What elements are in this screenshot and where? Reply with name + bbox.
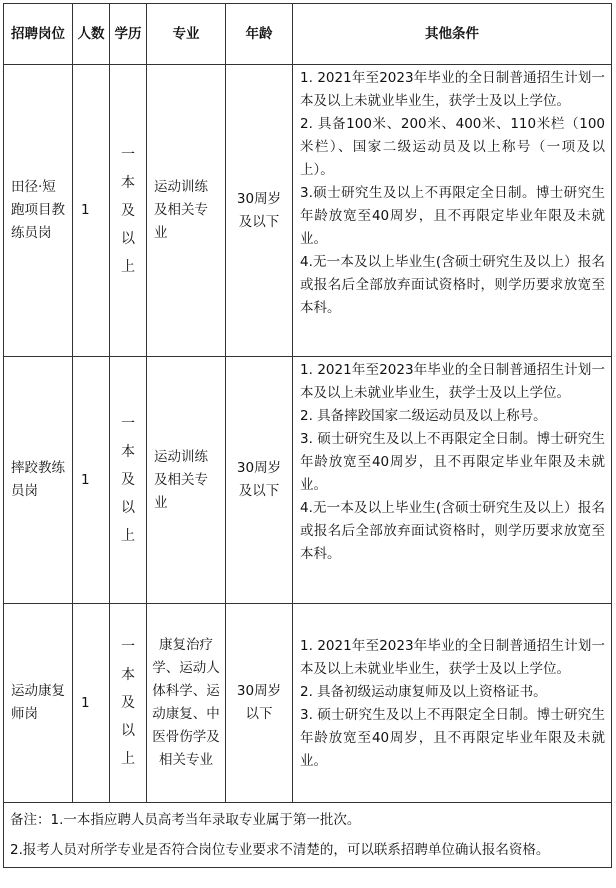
cell-count: 1	[73, 604, 110, 803]
condition-item: 3. 硕士研究生及以上不再限定全日制。博士研究生年龄放宽至40周岁，且不再限定毕业年限及未就业。	[300, 431, 605, 493]
table-row	[4, 65, 612, 357]
condition-item: 2. 具备初级运动康复师及以上资格证书。	[300, 684, 547, 700]
header-other-conditions: 其他条件	[293, 4, 612, 65]
condition-item: 4.无一本及以上毕业生(含硕士研究生及以上）报名或报名后全部放弃面试资格时，则学历要求放宽至本科。	[300, 500, 605, 562]
cell-position: 摔跤教练员岗	[4, 357, 73, 604]
cell-age: 30周岁及以下	[226, 357, 293, 604]
cell-count: 1	[73, 357, 110, 604]
condition-item: 3.硕士研究生及以上不再限定全日制。博士研究生年龄放宽至40周岁，且不再限定毕业年限及未就业。	[300, 185, 605, 247]
condition-item: 1. 2021年至2023年毕业的全日制普通招生计划一本及以上未就业毕业生，获学士及以上学位。	[300, 362, 605, 401]
condition-item: 2. 具备100米、200米、400米、110米栏（100米栏）、国家二级运动员及以上称号（一项及以上）。	[300, 116, 605, 178]
condition-item: 1. 2021年至2023年毕业的全日制普通招生计划一本及以上未就业毕业生，获学士及以上学位。	[300, 638, 605, 677]
cell-position: 运动康复师岗	[4, 604, 73, 803]
cell-position: 田径·短跑项目教练员岗	[4, 65, 73, 357]
table-row	[4, 357, 612, 604]
education-text: 一本及以上	[121, 416, 135, 544]
cell-conditions	[293, 357, 612, 604]
header-age: 年龄	[226, 4, 293, 65]
cell-age: 30周岁以下	[226, 604, 293, 803]
cell-education	[110, 357, 147, 604]
header-education: 学历	[110, 4, 147, 65]
condition-item: 2. 具备摔跤国家二级运动员及以上称号。	[300, 408, 547, 424]
notes-cell	[4, 803, 612, 868]
cell-education	[110, 65, 147, 357]
cell-major: 运动训练及相关专业	[147, 65, 226, 357]
table-row	[4, 604, 612, 803]
cell-education	[110, 604, 147, 803]
header-row	[4, 4, 612, 65]
cell-conditions	[293, 65, 612, 357]
cell-conditions	[293, 604, 612, 803]
condition-item: 4.无一本及以上毕业生(含硕士研究生及以上）报名或报名后全部放弃面试资格时，则学历要求放宽至本科。	[300, 254, 605, 316]
cell-age: 30周岁及以下	[226, 65, 293, 357]
education-text: 一本及以上	[121, 146, 135, 275]
recruitment-table	[3, 3, 612, 868]
header-major: 专业	[147, 4, 226, 65]
header-position: 招聘岗位	[4, 4, 73, 65]
cell-count: 1	[73, 65, 110, 357]
education-text: 一本及以上	[121, 639, 135, 767]
condition-item: 3. 硕士研究生及以上不再限定全日制。博士研究生年龄放宽至40周岁，且不再限定毕业年限及未就业。	[300, 707, 605, 769]
note-line: 2.报考人员对所学专业是否符合岗位专业要求不清楚的，可以联系招聘单位确认报名资格。	[10, 842, 550, 858]
cell-major: 康复治疗学、运动人体科学、运动康复、中医骨伤学及相关专业	[147, 604, 226, 803]
header-count: 人数	[73, 4, 110, 65]
condition-item: 1. 2021年至2023年毕业的全日制普通招生计划一本及以上未就业毕业生，获学士及以上学位。	[300, 70, 605, 109]
cell-major: 运动训练及相关专业	[147, 357, 226, 604]
note-line: 备注：1.一本指应聘人员高考当年录取专业属于第一批次。	[10, 812, 361, 828]
notes-row	[4, 803, 612, 868]
